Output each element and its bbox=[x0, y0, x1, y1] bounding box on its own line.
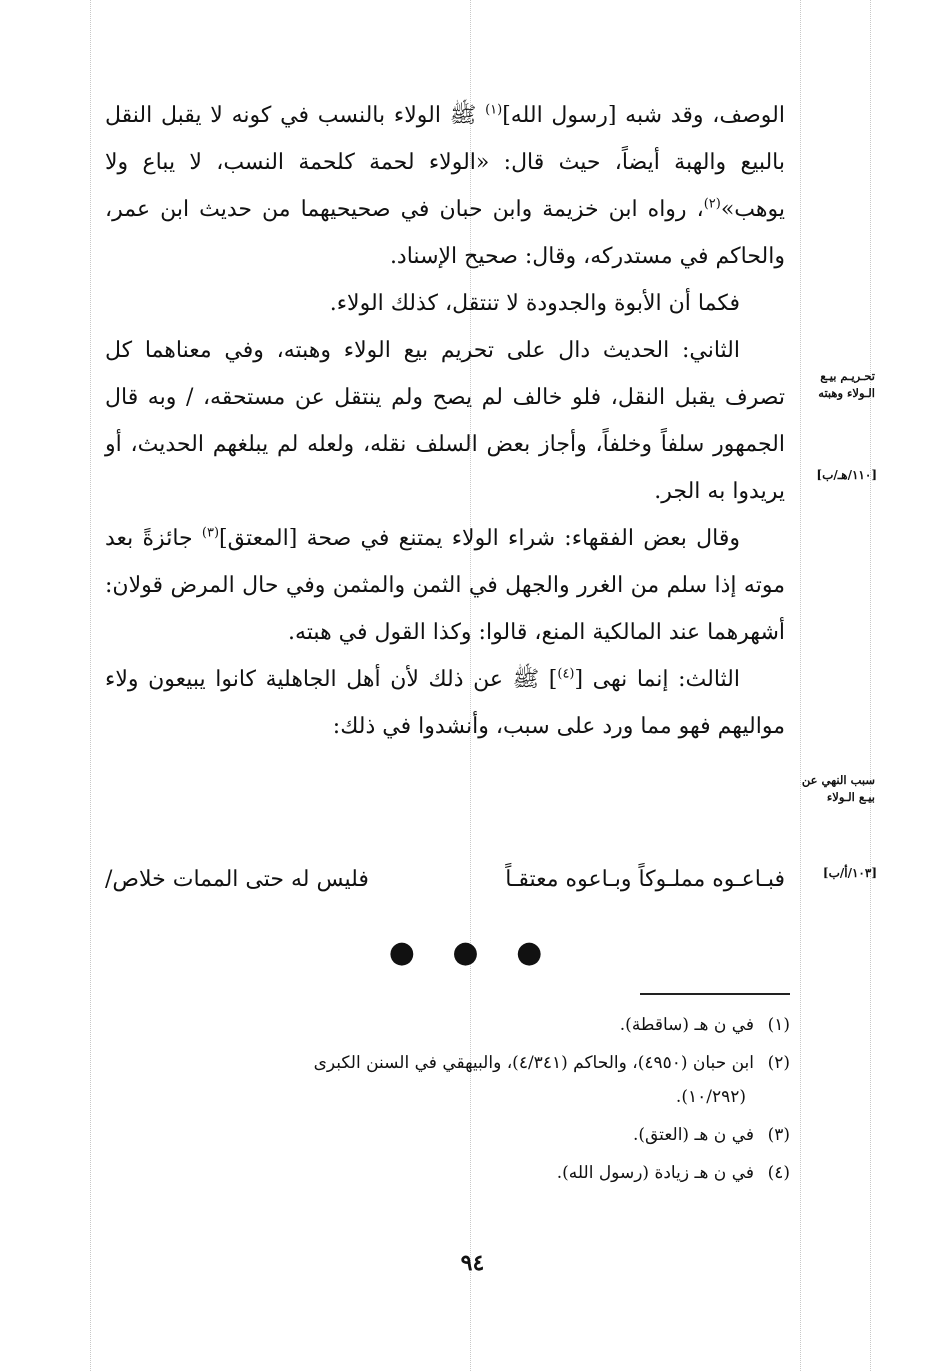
manuscript-ref-2: [١٠٣/أ/ب] bbox=[822, 866, 877, 880]
footnote-ref-1[interactable]: (١) bbox=[485, 102, 503, 118]
footnote-ref-4[interactable]: (٤) bbox=[557, 666, 575, 682]
page-number: ٩٤ bbox=[460, 1250, 485, 1276]
manuscript-ref-1: [١١٠/هـ/ب] bbox=[816, 468, 877, 482]
paragraph-4: وقال بعض الفقهاء: شراء الولاء يمتنع في صحة [المعتق]$^{(٣)}$ جائزةً بعد موته إذا سلم من الغرر والجهل في الثمن والمثمن وفي حال المرض قولان: أشهرهما عند المالكية المنع، قالوا: وكذا القول في هبته. bbox=[105, 525, 785, 645]
section-separator: ● ● ● bbox=[388, 935, 557, 970]
paragraph-1: الوصف، وقد شبه [رسول الله]$^{(١)}$ ﷺ الولاء بالنسب في كونه لا يقبل النقل بالبيع والهبة أيضاً، حيث قال: «الولاء لحمة كلحمة النسب، لا يباع ولا يوهب»$^{(٢)}$، رواه ابن خزيمة وابن حبان في صحيحيهما من حديث ابن عمر، والحاكم في مستدركه، وقال: صحيح الإسناد. bbox=[105, 102, 785, 269]
main-text bbox=[105, 92, 785, 750]
footnote-divider bbox=[640, 993, 790, 995]
paragraph-3: الثاني: الحديث دال على تحريم بيع الولاء وهبته، وفي معناهما كل تصرف يقبل النقل، فلو خالف لم يصح ولم ينتقل عن مستحقه، / وبه قال الجمهور سلفاً وخلفاً، وأجاز بعض السلف نقله، ولعله لم يبلغهم الحديث، أو يريدوا به الجر. bbox=[105, 338, 785, 504]
footnote-ref-2[interactable]: (٢) bbox=[703, 196, 721, 212]
poem-verse bbox=[105, 860, 785, 900]
footnote-1: (١)في ن هـ (ساقطة). bbox=[619, 1015, 790, 1035]
footnotes bbox=[110, 1008, 790, 1194]
paragraph-5: الثالث: إنما نهى [$^{(٤)}$] ﷺ عن ذلك لأن أهل الجاهلية كانوا يبيعون ولاء مواليهم فهو مما ورد على سبب، وأنشدوا في ذلك: bbox=[105, 666, 785, 739]
margin-heading-prohibition: تحـريـم بيـع الـولاء وهبته bbox=[818, 369, 875, 400]
footnote-2: (٢)ابن حبان (٤٩٥٠)، والحاكم (٤/٣٤١)، والبيهقي في السنن الكبرى (١٠/٢٩٢). bbox=[313, 1053, 790, 1107]
footnote-4: (٤)في ن هـ زيادة (رسول الله). bbox=[556, 1163, 790, 1183]
margin-heading-reason: سبب النهي عن بيـع الـولاء bbox=[801, 773, 875, 804]
poem-hemistich-2: فليس له حتى الممات خلاص/ bbox=[105, 867, 369, 892]
footnote-ref-3[interactable]: (٣) bbox=[201, 525, 220, 541]
footnote-3: (٣)في ن هـ (العتق). bbox=[632, 1125, 790, 1145]
paragraph-2: فكما أن الأبوة والجدودة لا تنتقل، كذلك الولاء. bbox=[329, 291, 740, 316]
poem-hemistich-1: فبـاعـوه مملـوكاً وبـاعوه معتقـاً bbox=[505, 867, 785, 892]
